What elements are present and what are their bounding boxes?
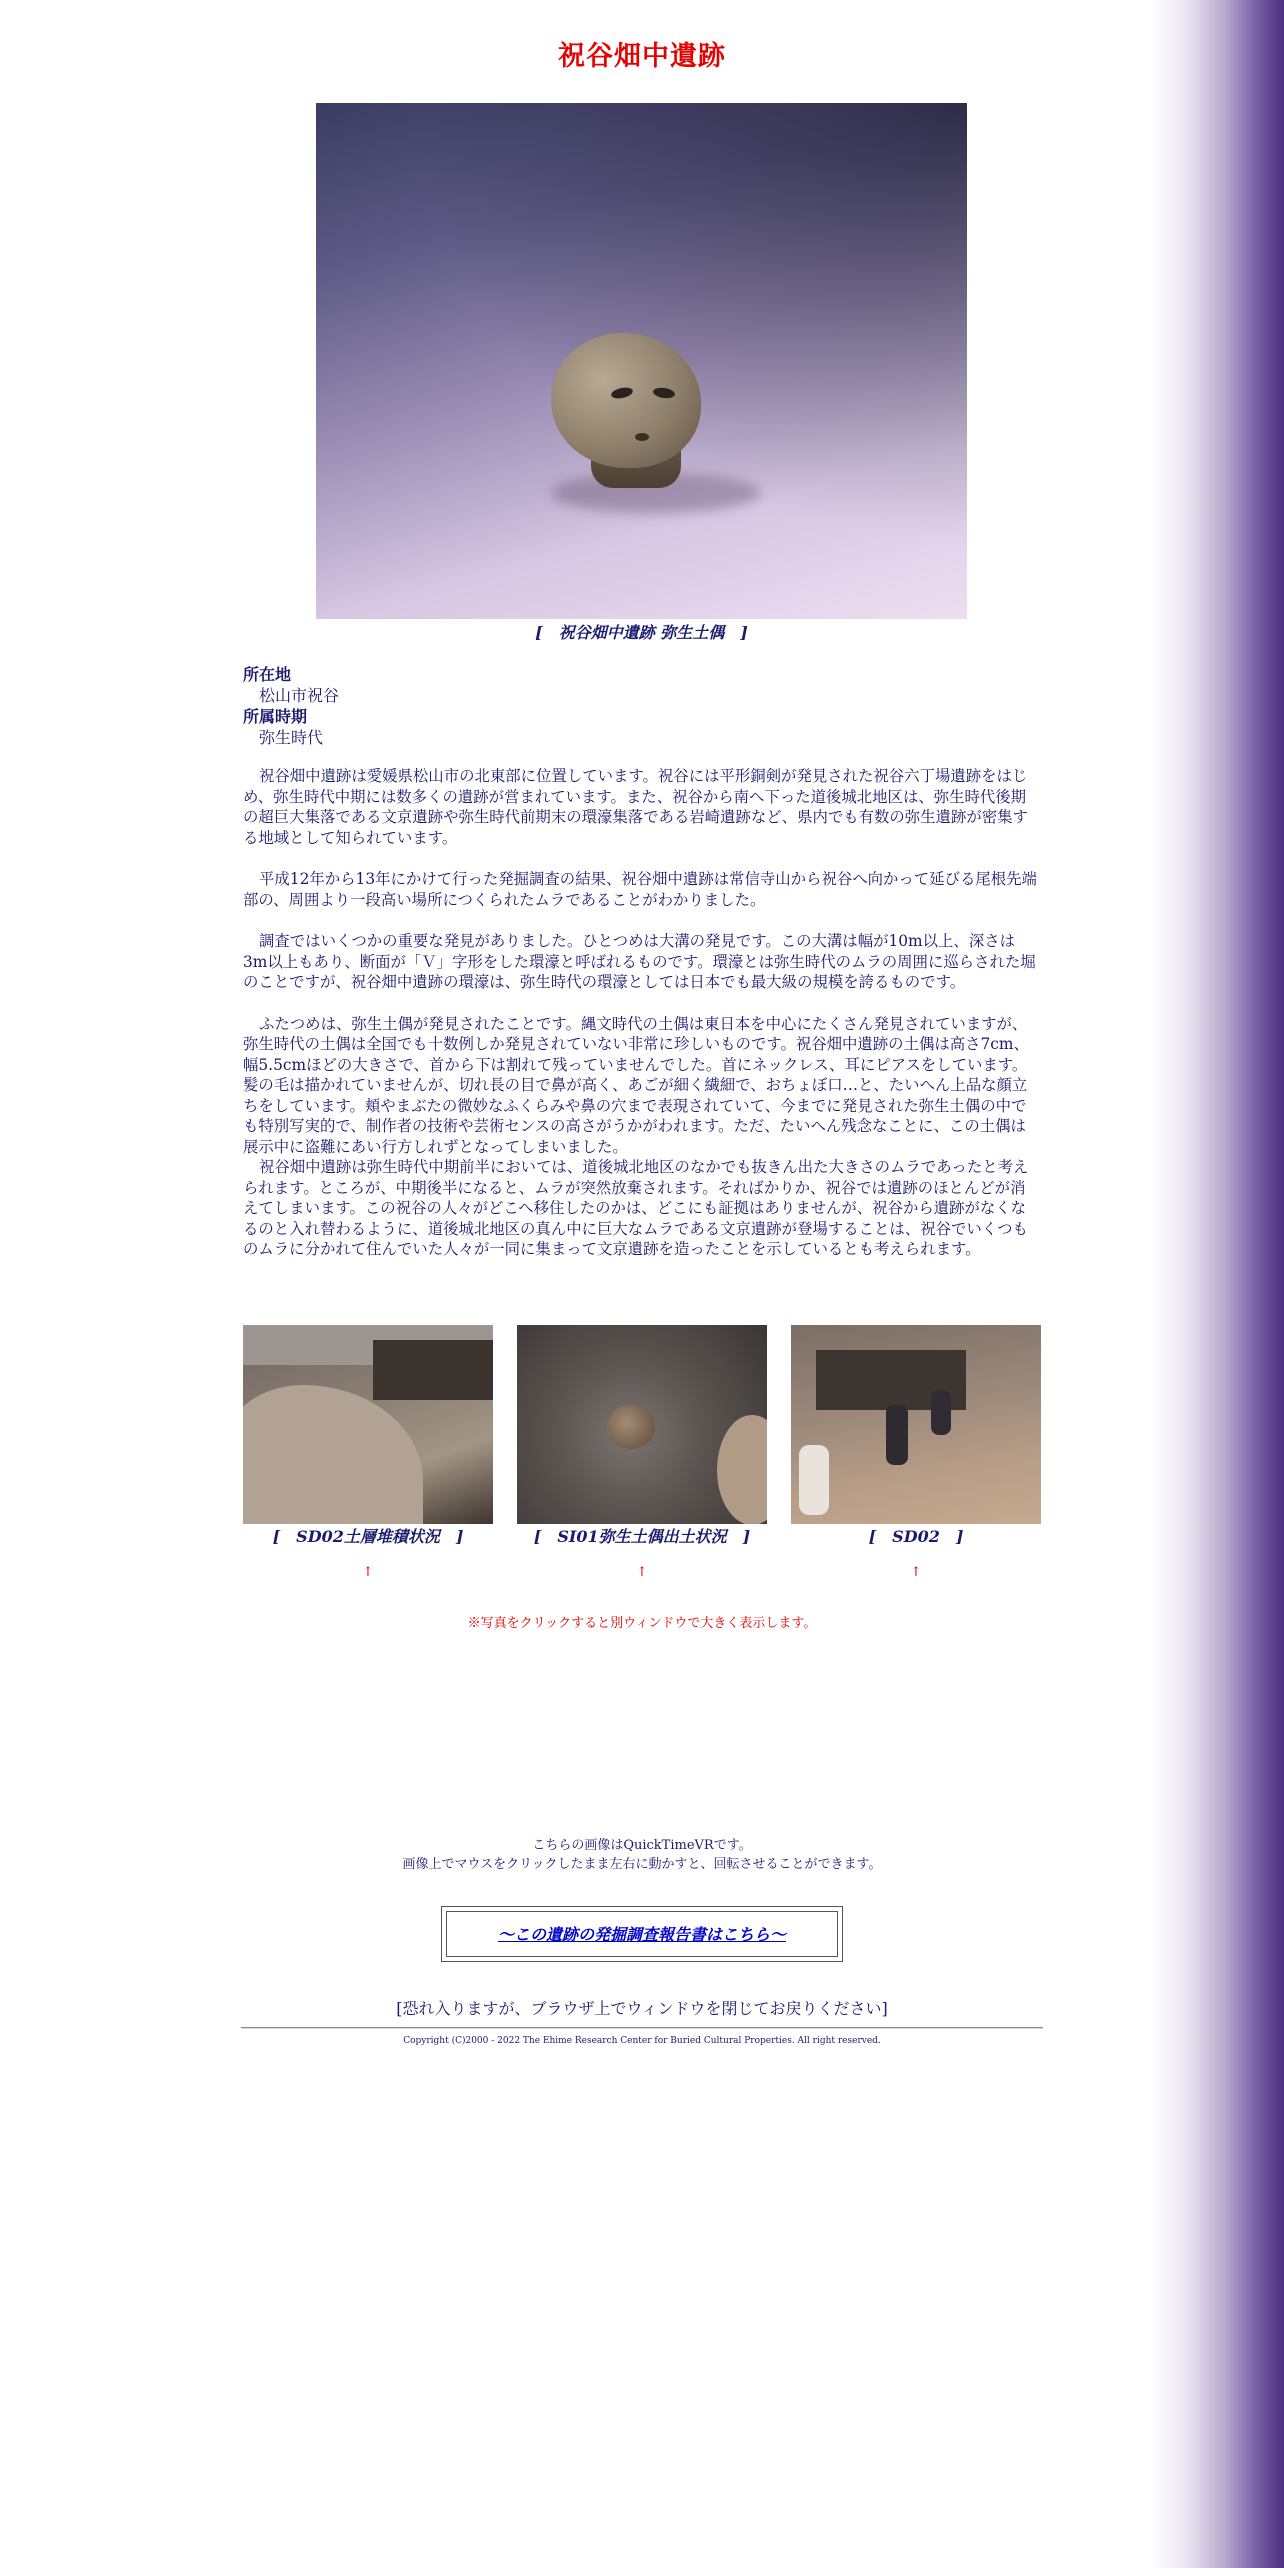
click-note: ※写真をクリックすると別ウィンドウで大きく表示します。 (467, 1616, 817, 1631)
photo-person (931, 1390, 951, 1435)
up-arrow-icon: ↑ (362, 1565, 374, 1580)
paragraph-abandonment: 祝谷畑中遺跡は弥生時代中期前半においては、道後城北地区のなかでも抜きん出た大きさのムラであったと考えられます。ところが、中期後半になると、ムラが突然放棄されます。そればかりか、祝谷では遺跡のほとんどが消えてしまいます。この祝谷の人々がどこへ移住したのかは、どこにも証拠はありませんが、祝谷から遺跡がなくなるのと入れ替わるように、道後城北地区の真ん中に巨大なムラである文京遺跡が登場することは、祝谷でいくつものムラに分かれて住んでいた人々が一同に集まって文京遺跡を造ったことを示しているとも考えられます。 (243, 1158, 1029, 1258)
period-label: 所属時期 (243, 707, 308, 726)
paragraph-figurine: ふたつめは、弥生土偶が発見されたことです。縄文時代の土偶は東日本を中心にたくさん発見されていますが、弥生時代の土偶は全国でも十数例しか発見されていない非常に珍しいものです。祝谷畑中遺跡の土偶は高さ7cm、幅5.5cmほどの大きさで、首から下は割れて残っていませんでした。首にネックレス、耳にピアスをしています。髪の毛は描かれていませんが、切れ長の目で鼻が高く、あごが細く繊細で、おちょぼ口…と、たいへん上品な顔立ちをしています。頬やまぶたの微妙なふくらみや鼻の穴まで表現されていて、今までに発見された弥生土偶の中でも特別写実的で、制作者の技術や芸術センスの高さがうかがわれます。ただ、たいへん残念なことに、この土偶は展示中に盗難にあい行方しれずとなってしまいました。 (243, 1014, 1029, 1156)
period-value: 弥生時代 (259, 728, 324, 747)
copyright: Copyright (C)2000 - 2022 The Ehime Research Center for Buried Cultural Properties. All right reserved. (403, 2036, 881, 2046)
location-value: 松山市祝谷 (259, 686, 340, 705)
qtvr-line: こちらの画像はQuickTimeVRです。 (532, 1838, 752, 1853)
thumbnail-caption: [ SI01弥生土偶出土状況 ] (533, 1527, 751, 1546)
qtvr-line: 画像上でマウスをクリックしたまま左右に動かすと、回転させることができます。 (402, 1857, 882, 1872)
thumbnail-caption: [ SD02土層堆積状況 ] (272, 1527, 464, 1546)
photo-figurine-in-soil (607, 1405, 655, 1449)
footer-divider (241, 2027, 1043, 2029)
paragraph-moat: 調査ではいくつかの重要な発見がありました。ひとつめは大溝の発見です。この大溝は幅が10m以上、深さは3m以上もあり、断面が「Ｖ」字形をした環濠と呼ばれるものです。環濠とは弥生時代のムラの周囲に巡らされた堀のことですが、祝谷畑中遺跡の環濠は、弥生時代の環濠としては日本でも最大級の規模を誇るものです。 (243, 932, 1036, 991)
page-title: 祝谷畑中遺跡 (558, 41, 726, 72)
excavation-report-link[interactable]: ～この遺跡の発掘調査報告書はこちら～ (497, 1925, 786, 1944)
location-label: 所在地 (243, 665, 292, 684)
photo-slope (243, 1385, 423, 1524)
paragraph-excavation: 平成12年から13年にかけて行った発掘調査の結果、祝谷畑中遺跡は常信寺山から祝谷へ向かって延びる尾根先端部の、周囲より一段高い場所につくられたムラであることがわかりました。 (243, 870, 1037, 909)
photo-person (799, 1445, 829, 1515)
clay-figurine-photo[interactable] (316, 103, 967, 619)
photo-trench-shadow (373, 1340, 493, 1400)
thumbnail-sd02-site[interactable] (791, 1325, 1041, 1524)
description-text (243, 766, 1038, 1281)
main-photo-caption: [ 祝谷畑中遺跡 弥生土偶 ] (535, 623, 748, 642)
close-window-note: [恐れ入りますが、ブラウザ上でウィンドウを閉じてお戻りください] (396, 1999, 888, 2018)
quicktime-vr-note (0, 1836, 1284, 1874)
photo-stone (717, 1415, 767, 1524)
figurine-mouth (635, 433, 649, 441)
thumbnail-caption: [ SD02 ] (868, 1527, 964, 1546)
paragraph-location: 祝谷畑中遺跡は愛媛県松山市の北東部に位置しています。祝谷には平形銅剣が発見された祝谷六丁場遺跡をはじめ、弥生時代中期には数多くの遺跡が営まれています。また、祝谷から南へ下った道後城北地区は、弥生時代後期の超巨大集落である文京遺跡や弥生時代前期末の環濠集落である岩崎遺跡など、県内でも有数の弥生遺跡が密集する地域として知られています。 (243, 767, 1028, 847)
site-info (243, 664, 1043, 748)
photo-person (886, 1405, 908, 1465)
thumbnail-sd02-strata[interactable] (243, 1325, 493, 1524)
figurine-head (551, 333, 701, 468)
up-arrow-icon: ↑ (636, 1565, 648, 1580)
up-arrow-icon: ↑ (910, 1565, 922, 1580)
thumbnail-si01-figurine[interactable] (517, 1325, 767, 1524)
report-link-box (441, 1906, 843, 1962)
report-link-inner-frame (446, 1911, 838, 1957)
